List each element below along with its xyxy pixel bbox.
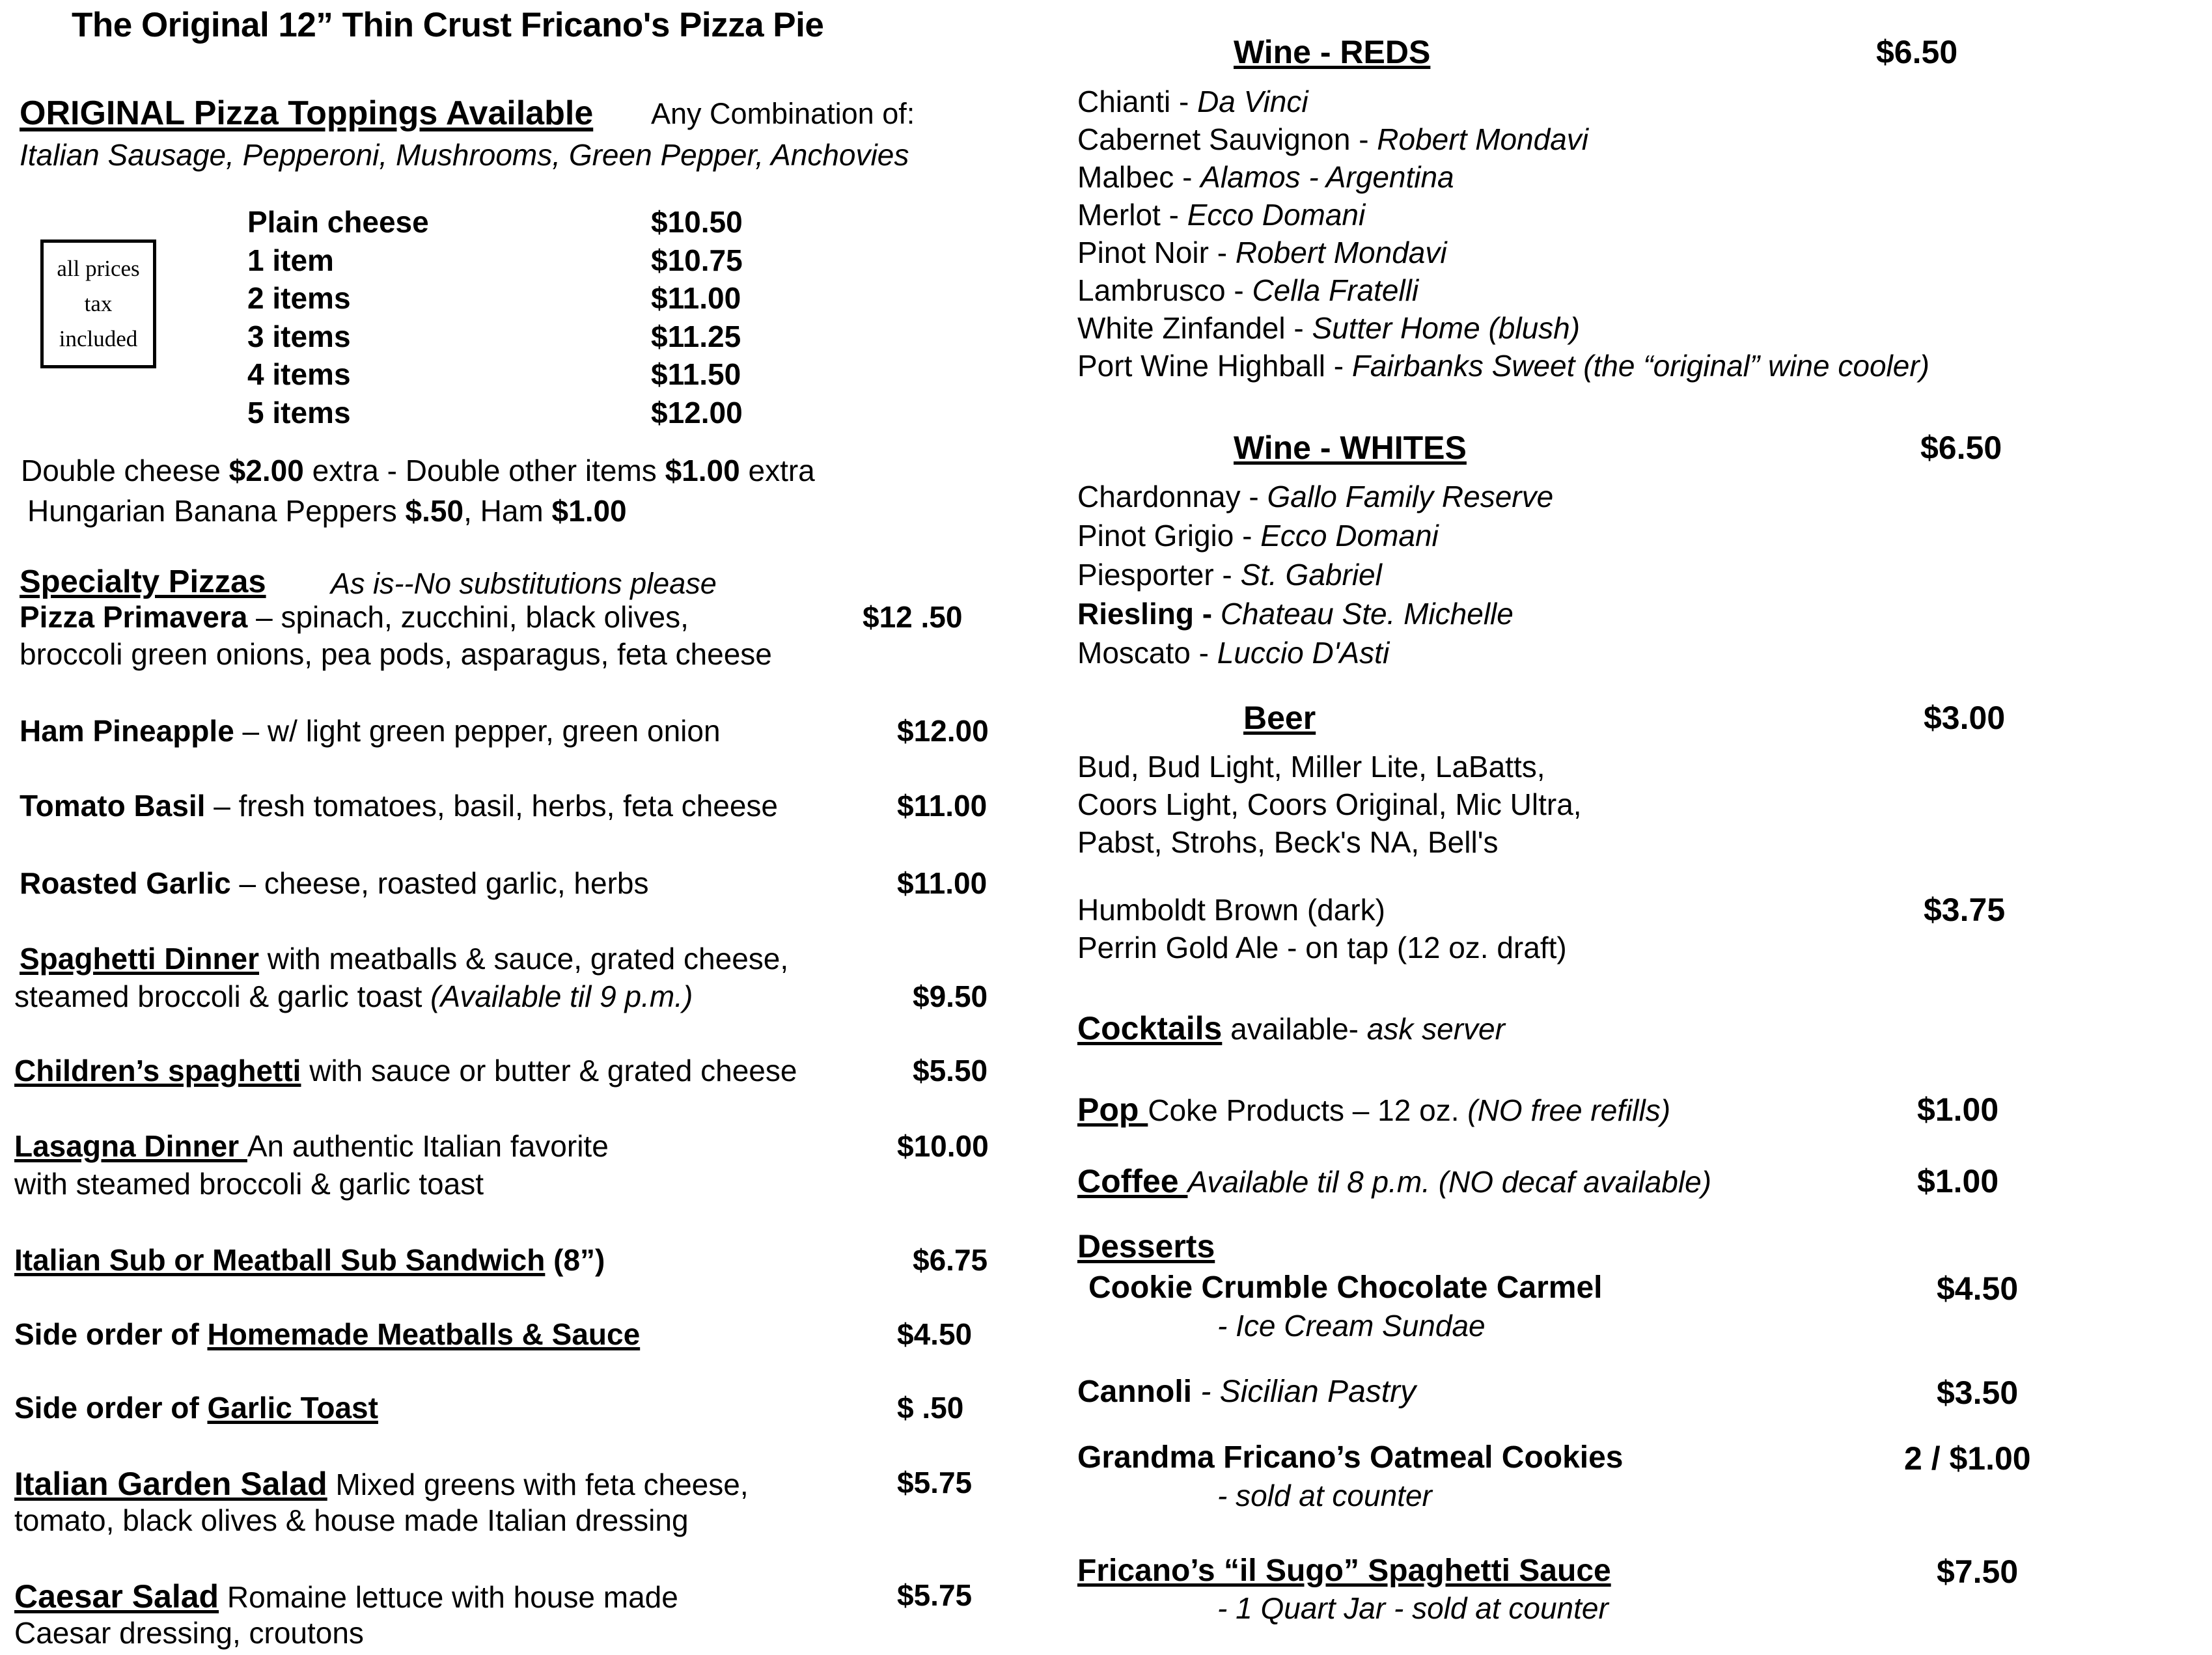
menu-item-caesar-salad-desc2: Caesar dressing, croutons xyxy=(14,1616,364,1650)
item-name: Homemade Meatballs & Sauce xyxy=(207,1317,641,1351)
item-price: $11.00 xyxy=(897,789,988,823)
list-item xyxy=(1077,238,1447,267)
section-heading-coffee xyxy=(1077,1165,1711,1197)
menu-item-spaghetti-sauce: Fricano’s “il Sugo” Spaghetti Sauce xyxy=(1077,1553,1611,1588)
coffee-label: Coffee xyxy=(1077,1163,1188,1199)
wine-varietal: Pinot Noir - xyxy=(1077,236,1236,269)
list-item xyxy=(1077,521,1439,551)
menu-item-spaghetti-sauce-sub: - 1 Quart Jar - sold at counter xyxy=(1217,1591,1609,1625)
pizza-size-label: 2 items xyxy=(247,281,351,315)
tax-box-line-3: included xyxy=(59,326,138,352)
item-price: $6.75 xyxy=(913,1243,988,1277)
double-other-price: $1.00 xyxy=(665,454,740,487)
table-row xyxy=(247,395,898,436)
item-desc: An authentic Italian favorite xyxy=(247,1129,609,1163)
menu-item-cookie-crumble: Cookie Crumble Chocolate Carmel xyxy=(1088,1270,1603,1305)
table-row xyxy=(247,245,898,284)
list-item xyxy=(1077,162,1454,192)
item-desc: – w/ light green pepper, green onion xyxy=(234,714,721,748)
item-name: Ham Pineapple xyxy=(20,714,234,748)
item-name: Roasted Garlic xyxy=(20,866,231,900)
item-price: $5.75 xyxy=(897,1466,973,1499)
menu-item-side-garlic-toast xyxy=(14,1393,378,1423)
menu-item-italian-garden-salad xyxy=(14,1468,749,1500)
pizza-size-price: $10.75 xyxy=(651,243,743,277)
item-desc-2: steamed broccoli & garlic toast xyxy=(14,979,431,1013)
wine-producer: Alamos - Argentina xyxy=(1200,160,1454,194)
item-name: Cannoli xyxy=(1077,1375,1201,1409)
item-name: Italian Garden Salad xyxy=(14,1466,327,1502)
left-column xyxy=(0,0,1068,1655)
wine-producer: Robert Mondavi xyxy=(1235,236,1447,269)
item-name: Lasagna Dinner xyxy=(14,1129,247,1163)
ham-text: , Ham xyxy=(463,494,552,528)
list-item xyxy=(1077,275,1418,305)
cocktails-label: Cocktails xyxy=(1077,1010,1223,1046)
item-price: 2 / $1.00 xyxy=(1904,1440,2031,1477)
item-name: Spaghetti Dinner xyxy=(20,942,260,976)
list-item xyxy=(1077,351,1929,381)
toppings-any-combination: Any Combination of: xyxy=(651,97,915,130)
double-items-note xyxy=(21,456,815,486)
wine-whites-price: $6.50 xyxy=(1920,430,2002,466)
menu-item-oatmeal-cookies-sub: - sold at counter xyxy=(1217,1479,1432,1512)
section-heading-wine-reds xyxy=(1234,36,1430,68)
wine-reds-price: $6.50 xyxy=(1876,34,1958,70)
desserts-label: Desserts xyxy=(1077,1228,1215,1265)
item-name: Italian Sub or Meatball Sub Sandwich xyxy=(14,1243,546,1277)
pizza-size-label: 4 items xyxy=(247,357,351,391)
beer-label: Beer xyxy=(1243,700,1316,736)
item-name: Caesar Salad xyxy=(14,1578,219,1615)
wine-varietal: Chardonnay - xyxy=(1077,480,1267,513)
wine-varietal: Lambrusco - xyxy=(1077,273,1252,307)
item-desc: – spinach, zucchini, black olives, xyxy=(247,600,689,634)
table-row xyxy=(247,207,898,245)
pop-note: (NO free refills) xyxy=(1467,1093,1671,1127)
item-price: $ .50 xyxy=(897,1391,964,1425)
menu-item-garden-salad-desc2: tomato, black olives & house made Italian dressing xyxy=(14,1503,689,1537)
item-price: $10.00 xyxy=(897,1129,989,1163)
beer-dark-price: $3.75 xyxy=(1924,892,2006,928)
toppings-heading-label: ORIGINAL Pizza Toppings Available xyxy=(20,94,594,132)
wine-whites-label: Wine - WHITES xyxy=(1234,430,1467,466)
item-desc: with meatballs & sauce, grated cheese, xyxy=(259,942,789,976)
item-name: Garlic Toast xyxy=(207,1391,378,1425)
menu-item-cannoli xyxy=(1077,1376,1416,1408)
item-desc: – cheese, roasted garlic, herbs xyxy=(230,866,649,900)
section-heading-cocktails xyxy=(1077,1012,1505,1045)
specialty-pizzas-label: Specialty Pizzas xyxy=(20,564,266,599)
list-item xyxy=(1077,124,1588,154)
pop-price: $1.00 xyxy=(1917,1091,1999,1128)
wine-varietal: Pinot Grigio - xyxy=(1077,519,1261,553)
toppings-heading xyxy=(20,96,593,130)
pop-label: Pop xyxy=(1077,1091,1148,1128)
item-price: $4.50 xyxy=(897,1317,973,1351)
double-cheese-text: Double cheese xyxy=(21,454,229,487)
menu-item-tomato-basil xyxy=(20,791,778,821)
item-availability: (Available til 9 p.m.) xyxy=(430,979,693,1013)
toppings-list: Italian Sausage, Pepperoni, Mushrooms, Green Pepper, Anchovies xyxy=(20,138,909,172)
item-name: Tomato Basil xyxy=(20,789,206,823)
item-name: Pizza Primavera xyxy=(20,600,248,634)
wine-varietal: White Zinfandel - xyxy=(1077,311,1312,345)
wine-varietal: Piesporter - xyxy=(1077,558,1241,592)
pizza-size-label: 3 items xyxy=(247,319,351,353)
list-item xyxy=(1077,313,1580,343)
section-heading-wine-whites xyxy=(1234,431,1467,464)
wine-producer: Chateau Ste. Michelle xyxy=(1220,597,1514,631)
item-desc: – fresh tomatoes, basil, herbs, feta cheese xyxy=(205,789,779,823)
specialty-pizzas-note: As is--No substitutions please xyxy=(331,567,717,600)
pizza-size-label: 5 items xyxy=(247,395,351,430)
wine-producer: Ecco Domani xyxy=(1260,519,1439,553)
menu-item-italian-sub xyxy=(14,1245,605,1275)
beer-list-line: Coors Light, Coors Original, Mic Ultra, xyxy=(1077,787,1582,821)
item-prefix: Side order of xyxy=(14,1391,208,1425)
double-other-suffix: extra xyxy=(740,454,815,487)
wine-varietal: Moscato - xyxy=(1077,636,1217,670)
coffee-note: Available til 8 p.m. (NO decaf available) xyxy=(1187,1165,1711,1199)
page-title: The Original 12” Thin Crust Fricano's Pizza Pie xyxy=(72,6,824,44)
list-item xyxy=(1077,87,1308,116)
item-desc: Romaine lettuce with house made xyxy=(219,1580,678,1614)
menu-item-ham-pineapple xyxy=(20,716,721,746)
pizza-price-table xyxy=(247,207,898,435)
right-column xyxy=(1068,0,2212,1655)
pizza-size-price: $11.25 xyxy=(651,319,741,353)
list-item xyxy=(1077,599,1514,629)
wine-producer: Cella Fratelli xyxy=(1252,273,1419,307)
pizza-size-label: 1 item xyxy=(247,243,334,277)
wine-varietal: Port Wine Highball - xyxy=(1077,349,1352,383)
item-name: Children’s spaghetti xyxy=(14,1054,301,1087)
wine-producer: Sutter Home (blush) xyxy=(1312,311,1581,345)
table-row xyxy=(247,283,898,321)
double-other-text: extra - Double other items xyxy=(303,454,665,487)
wine-varietal: Cabernet Sauvignon - xyxy=(1077,122,1377,156)
coffee-price: $1.00 xyxy=(1917,1163,1999,1199)
wine-producer: St. Gabriel xyxy=(1240,558,1382,592)
beer-list-line: Bud, Bud Light, Miller Lite, LaBatts, xyxy=(1077,750,1545,784)
specialty-pizzas-heading xyxy=(20,566,266,598)
item-desc: Mixed greens with feta cheese, xyxy=(327,1468,749,1501)
item-price: $12.00 xyxy=(897,714,989,748)
wine-producer: Gallo Family Reserve xyxy=(1267,480,1554,513)
ham-price: $1.00 xyxy=(551,494,627,528)
item-price: $5.75 xyxy=(897,1578,973,1612)
pop-desc: Coke Products – 12 oz. xyxy=(1148,1093,1468,1127)
wine-reds-label: Wine - REDS xyxy=(1234,34,1431,70)
list-item xyxy=(1077,560,1382,590)
item-price: $5.50 xyxy=(913,1054,988,1087)
list-item xyxy=(1077,482,1553,512)
menu-item-pizza-primavera-desc2: broccoli green onions, pea pods, asparagus, feta cheese xyxy=(20,637,772,671)
cocktails-note: ask server xyxy=(1366,1012,1505,1046)
wine-varietal: Riesling - xyxy=(1077,597,1221,631)
section-heading-desserts xyxy=(1077,1230,1215,1263)
item-price: $12 .50 xyxy=(863,600,963,634)
banana-peppers-price: $.50 xyxy=(405,494,464,528)
section-heading-beer xyxy=(1243,702,1316,734)
item-price: $9.50 xyxy=(913,979,988,1013)
item-price: $7.50 xyxy=(1937,1553,2019,1590)
beer-list-line: Pabst, Strohs, Beck's NA, Bell's xyxy=(1077,825,1499,859)
beer-dark-line: Humboldt Brown (dark) xyxy=(1077,893,1385,927)
menu-item-roasted-garlic xyxy=(20,868,649,898)
cocktails-availability: available- xyxy=(1222,1012,1367,1046)
double-cheese-price: $2.00 xyxy=(228,454,304,487)
table-row xyxy=(247,321,898,360)
pizza-size-price: $10.50 xyxy=(651,205,743,239)
menu-item-pizza-primavera xyxy=(20,602,689,632)
item-price: $11.00 xyxy=(897,866,988,900)
list-item xyxy=(1077,200,1365,230)
section-heading-pop xyxy=(1077,1093,1670,1126)
wine-producer: Da Vinci xyxy=(1197,85,1308,118)
wine-varietal: Merlot - xyxy=(1077,198,1187,232)
pizza-size-price: $12.00 xyxy=(651,395,743,430)
wine-producer: Fairbanks Sweet (the “original” wine cooler) xyxy=(1351,349,1929,383)
menu-item-spaghetti-dinner xyxy=(20,944,788,974)
menu-item-oatmeal-cookies: Grandma Fricano’s Oatmeal Cookies xyxy=(1077,1440,1624,1475)
menu-item-lasagna-dinner xyxy=(14,1131,609,1161)
pizza-size-price: $11.00 xyxy=(651,281,741,315)
item-size: (8”) xyxy=(545,1243,605,1277)
item-price: $3.50 xyxy=(1937,1375,2019,1411)
menu-item-childrens-spaghetti xyxy=(14,1056,797,1086)
wine-varietal: Chianti - xyxy=(1077,85,1198,118)
tax-box-line-2: tax xyxy=(84,290,113,316)
beer-price: $3.00 xyxy=(1924,700,2006,736)
menu-item-cookie-crumble-sub: - Ice Cream Sundae xyxy=(1217,1309,1486,1343)
wine-producer: Robert Mondavi xyxy=(1377,122,1589,156)
wine-producer: Ecco Domani xyxy=(1187,198,1366,232)
menu-item-caesar-salad xyxy=(14,1580,678,1613)
table-row xyxy=(247,359,898,398)
list-item xyxy=(1077,638,1389,668)
menu-item-lasagna-desc2: with steamed broccoli & garlic toast xyxy=(14,1167,484,1201)
item-desc: with sauce or butter & grated cheese xyxy=(301,1054,797,1087)
pizza-size-label: Plain cheese xyxy=(247,205,429,239)
beer-dark-line: Perrin Gold Ale - on tap (12 oz. draft) xyxy=(1077,931,1567,964)
item-desc: - Sicilian Pastry xyxy=(1200,1375,1417,1409)
tax-box-line-1: all prices xyxy=(57,255,140,281)
item-prefix: Side order of xyxy=(14,1317,208,1351)
banana-peppers-note xyxy=(27,496,627,526)
menu-item-spaghetti-dinner-desc2 xyxy=(14,981,693,1011)
wine-producer: Luccio D'Asti xyxy=(1217,636,1390,670)
item-price: $4.50 xyxy=(1937,1270,2019,1307)
wine-varietal: Malbec - xyxy=(1077,160,1201,194)
menu-item-side-meatballs xyxy=(14,1319,640,1349)
tax-included-box xyxy=(40,239,156,368)
pizza-size-price: $11.50 xyxy=(651,357,741,391)
banana-peppers-text: Hungarian Banana Peppers xyxy=(27,494,406,528)
